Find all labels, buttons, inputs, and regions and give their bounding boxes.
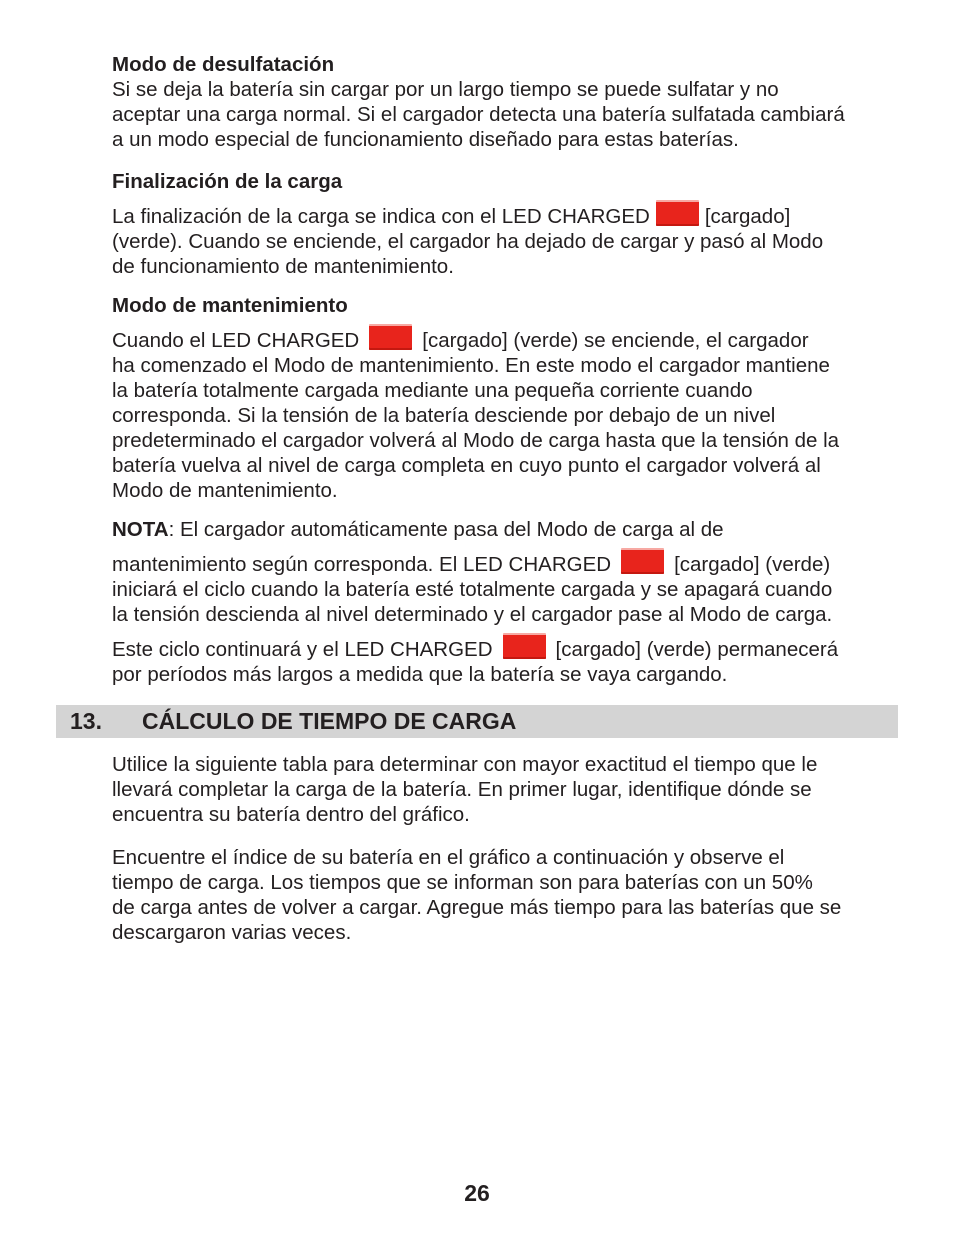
maintenance-line: ha comenzado el Modo de mantenimiento. En este modo el cargador mantiene <box>112 354 830 377</box>
section-header-bar <box>56 705 898 738</box>
note-text: mantenimiento según corresponda. El LED CHARGED <box>112 553 612 576</box>
note-text: [cargado] (verde) permanecerá <box>555 638 839 661</box>
maintenance-heading: Modo de mantenimiento <box>112 294 348 317</box>
note-text: Este ciclo continuará y el LED CHARGED <box>112 638 493 661</box>
maintenance-line: corresponda. Si la tensión de la batería desciende por debajo de un nivel <box>112 404 776 427</box>
finalization-text: La finalización de la carga se indica con el LED CHARGED <box>112 205 650 228</box>
note-line <box>112 548 902 577</box>
maintenance-line: la batería totalmente cargada mediante una pequeña corriente cuando <box>112 379 753 402</box>
instructions-line: Encuentre el índice de su batería en el gráfico a continuación y observe el <box>112 846 785 869</box>
maintenance-text: [cargado] (verde) se enciende, el cargador <box>422 329 809 352</box>
note-text: [cargado] (verde) <box>674 553 831 576</box>
maintenance-line <box>112 324 902 353</box>
intro-line: encuentra su batería dentro del gráfico. <box>112 803 470 826</box>
maintenance-line: Modo de mantenimiento. <box>112 479 338 502</box>
desulfation-line: a un modo especial de funcionamiento diseñado para estas baterías. <box>112 128 739 151</box>
desulfation-line: Si se deja la batería sin cargar por un largo tiempo se puede sulfatar y no <box>112 78 779 101</box>
instructions-line: tiempo de carga. Los tiempos que se informan son para baterías con un 50% <box>112 871 813 894</box>
instructions-paragraph <box>112 845 902 945</box>
charged-led-icon <box>369 324 412 350</box>
note-line: iniciará el ciclo cuando la batería esté totalmente cargada y se apagará cuando <box>112 578 833 601</box>
maintenance-section <box>112 293 902 503</box>
finalization-line <box>112 200 902 229</box>
finalization-heading: Finalización de la carga <box>112 170 343 193</box>
instructions-line: de carga antes de volver a cargar. Agregue más tiempo para las baterías que se <box>112 896 842 919</box>
desulfation-heading: Modo de desulfatación <box>112 53 335 76</box>
page-number: 26 <box>464 1180 490 1206</box>
section-number: 13. <box>70 708 102 734</box>
intro-line: llevará completar la carga de la batería. En primer lugar, identifique dónde se <box>112 778 812 801</box>
instructions-line: descargaron varias veces. <box>112 921 352 944</box>
maintenance-text: Cuando el LED CHARGED <box>112 329 360 352</box>
maintenance-line: batería vuelva al nivel de carga completa en cuyo punto el cargador volverá al <box>112 454 821 477</box>
desulfation-section <box>112 52 902 152</box>
charged-led-icon <box>656 200 699 226</box>
finalization-line: de funcionamiento de mantenimiento. <box>112 255 454 278</box>
note-text: : El cargador automáticamente pasa del Modo de carga al de <box>168 518 724 541</box>
note-label: NOTA <box>112 518 169 541</box>
charged-led-icon <box>621 548 664 574</box>
note-line <box>112 633 902 662</box>
section-title: CÁLCULO DE TIEMPO DE CARGA <box>142 708 517 734</box>
note-line: la tensión descienda al nivel determinado y el cargador pase al Modo de carga. <box>112 603 833 626</box>
finalization-section <box>112 169 902 279</box>
note-line: por períodos más largos a medida que la batería se vaya cargando. <box>112 663 728 686</box>
finalization-line: (verde). Cuando se enciende, el cargador ha dejado de cargar y pasó al Modo <box>112 230 824 253</box>
charged-led-icon <box>503 633 546 659</box>
finalization-text: [cargado] <box>704 205 791 228</box>
note-section <box>112 517 902 687</box>
note-line <box>112 517 902 542</box>
intro-paragraph <box>112 752 902 827</box>
intro-line: Utilice la siguiente tabla para determinar con mayor exactitud el tiempo que le <box>112 753 818 776</box>
maintenance-line: predeterminado el cargador volverá al Modo de carga hasta que la tensión de la <box>112 429 840 452</box>
desulfation-line: aceptar una carga normal. Si el cargador detecta una batería sulfatada cambiará <box>112 103 845 126</box>
